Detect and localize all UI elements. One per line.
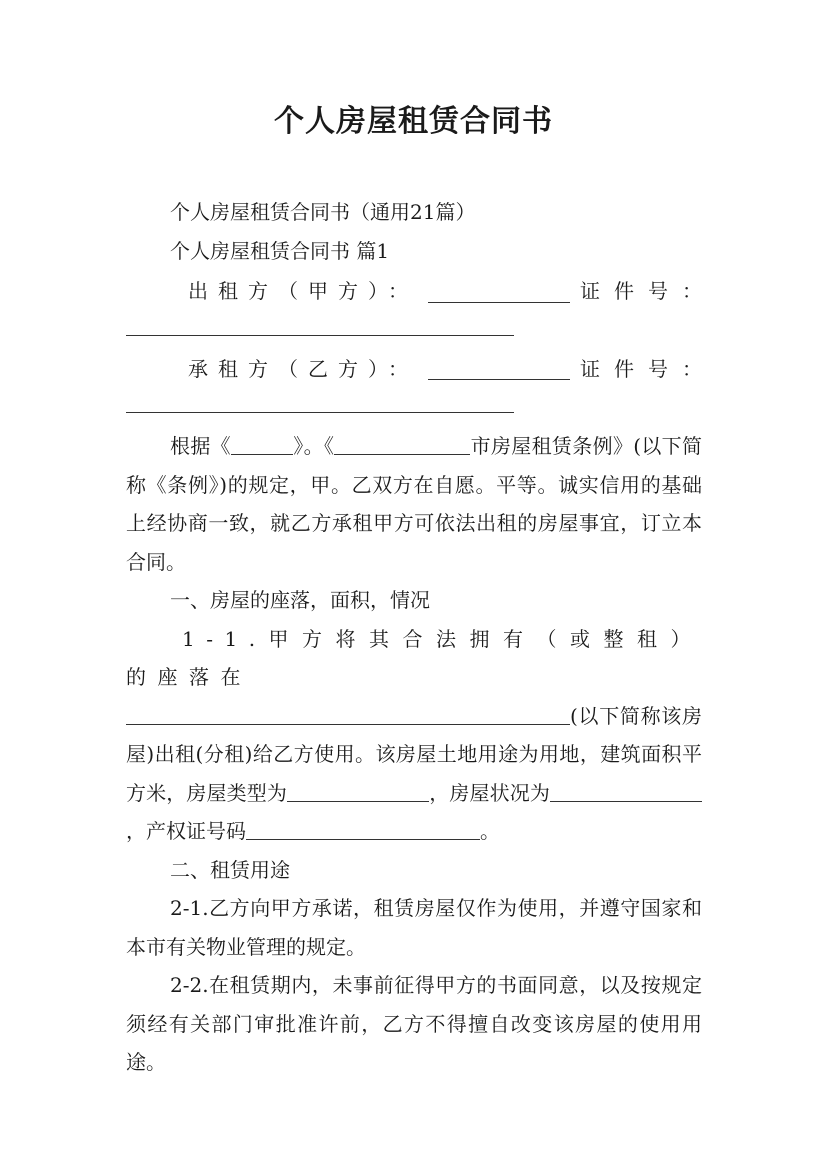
basis-text-c: 市房屋租赁条例》(以下简称《条例》)的规定，甲。乙双方在自愿。平等。诚实信用的基础上经协商一致，就乙方承租甲方可依法出租的房屋事宜，订立本合同。 bbox=[126, 434, 703, 574]
document-body bbox=[126, 193, 716, 1082]
lessee-name-blank[interactable] bbox=[428, 357, 570, 380]
lessor-label: 出租方（甲方）： bbox=[188, 279, 418, 303]
clause-2-2: 2-2.在租赁期内，未事前征得甲方的书面同意，以及按规定须经有关部门审批准许前，乙方不得擅自改变该房屋的使用用途。 bbox=[126, 973, 702, 1074]
clause-1-1-text-e: 。 bbox=[480, 819, 500, 843]
lessee-label: 承租方（乙方）： bbox=[188, 356, 418, 381]
lessee-row bbox=[126, 350, 716, 389]
house-type-blank[interactable] bbox=[287, 779, 429, 802]
subtitle-line: 个人房屋租赁合同书（通用21篇） bbox=[170, 200, 476, 224]
location-blank[interactable] bbox=[126, 702, 570, 725]
clause-1-1 bbox=[126, 620, 702, 851]
lessor-id-blank[interactable] bbox=[126, 311, 514, 336]
clause-1-1-text-d: ，产权证号码 bbox=[126, 819, 246, 843]
lessor-name-blank[interactable] bbox=[428, 280, 570, 303]
heading-2: 二、租赁用途 bbox=[170, 857, 290, 882]
section-line: 个人房屋租赁合同书 篇1 bbox=[170, 238, 390, 263]
basis-paragraph bbox=[126, 427, 702, 581]
lessor-id-label: 证件号： bbox=[580, 279, 716, 303]
basis-text-b: 》。《 bbox=[292, 434, 335, 458]
house-condition-blank[interactable] bbox=[550, 779, 702, 802]
lessee-id-label: 证件号： bbox=[580, 356, 716, 381]
heading-1: 一、房屋的座落，面积，情况 bbox=[170, 588, 430, 612]
clause-1-1-text-c: ，房屋状况为 bbox=[429, 780, 551, 805]
city-name-blank[interactable] bbox=[334, 432, 470, 455]
law-name-blank[interactable] bbox=[231, 432, 293, 455]
clause-2-1: 2-1.乙方向甲方承诺，租赁房屋仅作为使用，并遵守国家和本市有关物业管理的规定。 bbox=[126, 896, 702, 959]
document-title: 个人房屋租赁合同书 bbox=[274, 104, 553, 139]
basis-text-a: 根据《 bbox=[170, 434, 231, 458]
lessor-row bbox=[126, 272, 716, 311]
lessee-id-blank[interactable] bbox=[126, 388, 514, 413]
title-deed-blank[interactable] bbox=[246, 817, 480, 840]
clause-1-1-text-a: 1-1.甲方将其合法拥有（或整租）的座落在 bbox=[126, 626, 702, 689]
clause-1-1-text-b: (以下简称该房屋)出租(分租)给乙方使用。该房屋土地用途为用地，建筑面积平方米，房屋类型为 bbox=[126, 703, 702, 805]
